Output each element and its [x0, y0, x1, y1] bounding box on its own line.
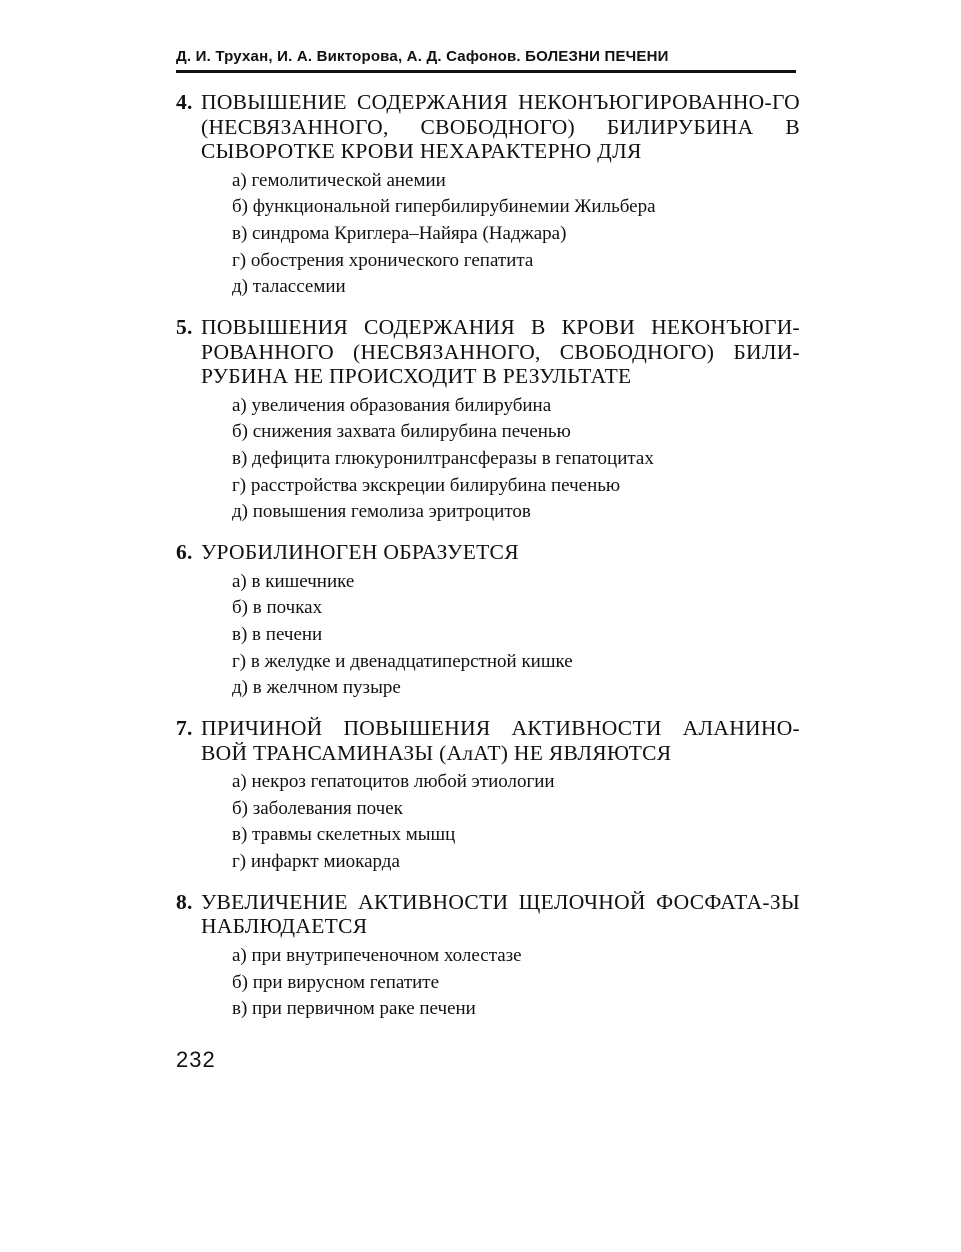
answer-option: б) заболевания почек [232, 797, 403, 819]
question-heading [176, 540, 800, 565]
answer-option: д) в желчном пузыре [232, 677, 401, 699]
answer-option: б) в почках [232, 597, 323, 619]
answer-option: д) повышения гемолиза эритроцитов [232, 501, 531, 523]
question-7 [176, 716, 800, 876]
question-number: 5. [176, 315, 193, 340]
question-4 [176, 90, 800, 301]
running-header: Д. И. Трухан, И. А. Викторова, А. Д. Сафонов. БОЛЕЗНИ ПЕЧЕНИ [176, 48, 669, 65]
answer-option: а) некроз гепатоцитов любой этиологии [232, 771, 555, 793]
question-text: УВЕЛИЧЕНИЕ АКТИВНОСТИ ЩЕЛОЧНОЙ ФОСФАТА-ЗЫ НАБЛЮДАЕТСЯ [201, 889, 800, 939]
question-8 [176, 890, 800, 1023]
question-number: 6. [176, 540, 193, 565]
question-list [176, 90, 800, 1037]
question-5 [176, 315, 800, 526]
answer-options [232, 943, 800, 1023]
answer-options [232, 769, 800, 876]
question-6 [176, 540, 800, 702]
question-heading [176, 315, 800, 389]
header-rule [176, 70, 796, 73]
answer-option: г) в желудке и двенадцатиперстной кишке [232, 650, 573, 672]
question-text: УРОБИЛИНОГЕН ОБРАЗУЕТСЯ [201, 540, 519, 565]
answer-option: в) синдрома Криглера–Найяра (Наджара) [232, 222, 567, 244]
question-text: ПОВЫШЕНИЕ СОДЕРЖАНИЯ НЕКОНЪЮГИРОВАННО-ГО (НЕСВЯЗАННОГО, СВОБОДНОГО) БИЛИРУБИНА В СЫВОРОТКЕ КРОВИ НЕХАРАКТЕРНО ДЛЯ [201, 90, 800, 163]
answer-option: в) дефицита глюкуронилтрансферазы в гепатоцитах [232, 447, 654, 469]
answer-option: в) в печени [232, 623, 323, 645]
answer-option: а) при внутрипеченочном холестазе [232, 944, 522, 966]
answer-option: б) функциональной гипербилирубинемии Жильбера [232, 196, 656, 218]
question-number: 4. [176, 90, 193, 114]
answer-option: в) при первичном раке печени [232, 998, 476, 1020]
answer-option: а) гемолитической анемии [232, 169, 446, 191]
question-heading [176, 890, 800, 939]
answer-option: б) снижения захвата билирубина печенью [232, 421, 571, 443]
answer-option: г) обострения хронического гепатита [232, 249, 534, 271]
answer-options [232, 393, 800, 527]
question-number: 7. [176, 716, 193, 741]
question-text: ПОВЫШЕНИЯ СОДЕРЖАНИЯ В КРОВИ НЕКОНЪЮГИ-РОВАННОГО (НЕСВЯЗАННОГО, СВОБОДНОГО) БИЛИ-РУБИНА НЕ ПРОИСХОДИТ В РЕЗУЛЬТАТЕ [201, 315, 800, 389]
question-heading [176, 716, 800, 765]
question-number: 8. [176, 889, 193, 914]
answer-option: б) при вирусном гепатите [232, 971, 440, 993]
question-text: ПРИЧИНОЙ ПОВЫШЕНИЯ АКТИВНОСТИ АЛАНИНО-ВОЙ ТРАНСАМИНАЗЫ (АлАТ) НЕ ЯВЛЯЮТСЯ [201, 716, 800, 765]
question-heading [176, 90, 800, 164]
answer-options [232, 168, 800, 302]
page-number: 232 [176, 1047, 216, 1072]
answer-options [232, 569, 800, 703]
answer-option: а) увеличения образования билирубина [232, 394, 552, 416]
answer-option: в) травмы скелетных мышц [232, 824, 456, 846]
answer-option: г) расстройства экскреции билирубина печенью [232, 474, 621, 496]
answer-option: г) инфаркт миокарда [232, 851, 400, 873]
answer-option: а) в кишечнике [232, 570, 355, 592]
answer-option: д) талассемии [232, 276, 346, 298]
